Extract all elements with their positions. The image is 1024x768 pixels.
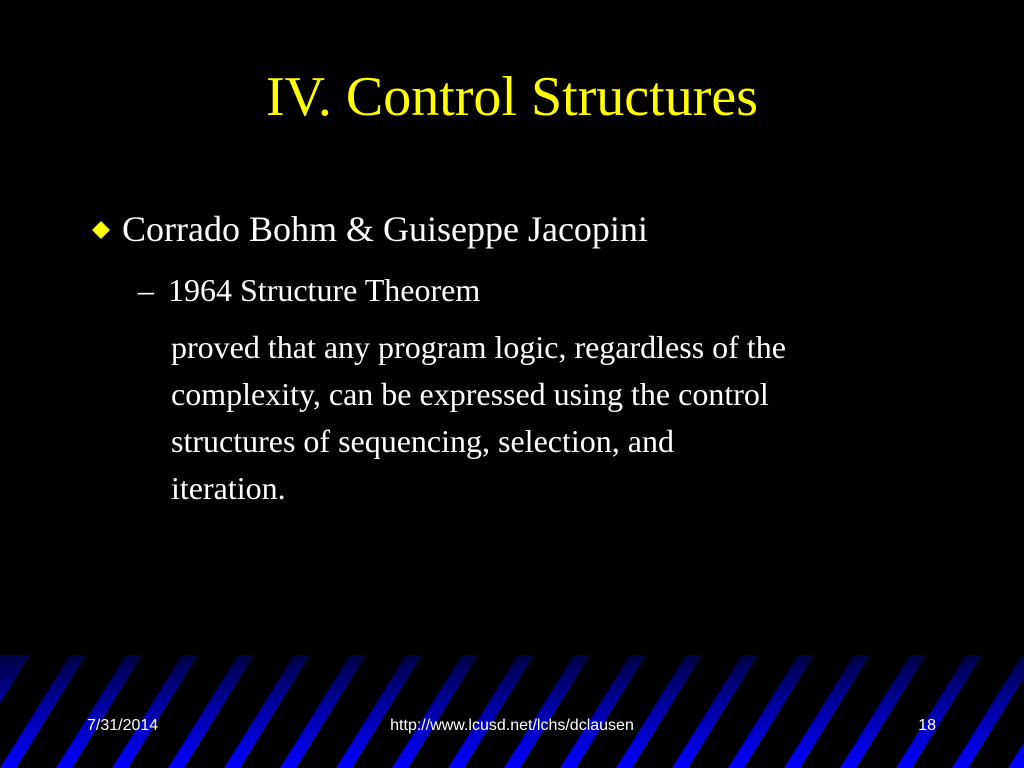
bullet-item <box>92 205 648 253</box>
slide-title: IV. Control Structures <box>265 66 759 128</box>
theorem-description <box>171 324 971 512</box>
sub-bullet-dash: – <box>138 272 154 308</box>
paragraph-line: proved that any program logic, regardless of the <box>171 329 786 365</box>
footer-stripe-band <box>0 655 1024 768</box>
paragraph-line: complexity, can be expressed using the control <box>171 376 769 412</box>
diamond-bullet-icon <box>92 221 110 239</box>
diagonal-stripes-decoration <box>0 655 1024 768</box>
sub-bullet-text: 1964 Structure Theorem <box>168 272 481 308</box>
bullet-text: Corrado Bohm & Guiseppe Jacopini <box>122 209 648 249</box>
footer-url: http://www.lcusd.net/lchs/dclausen <box>390 717 634 734</box>
sub-bullet-item <box>138 268 480 312</box>
footer-date: 7/31/2014 <box>87 717 159 734</box>
footer-page-number: 18 <box>918 717 936 734</box>
paragraph-line: structures of sequencing, selection, and <box>171 423 674 459</box>
paragraph-line: iteration. <box>171 470 286 506</box>
